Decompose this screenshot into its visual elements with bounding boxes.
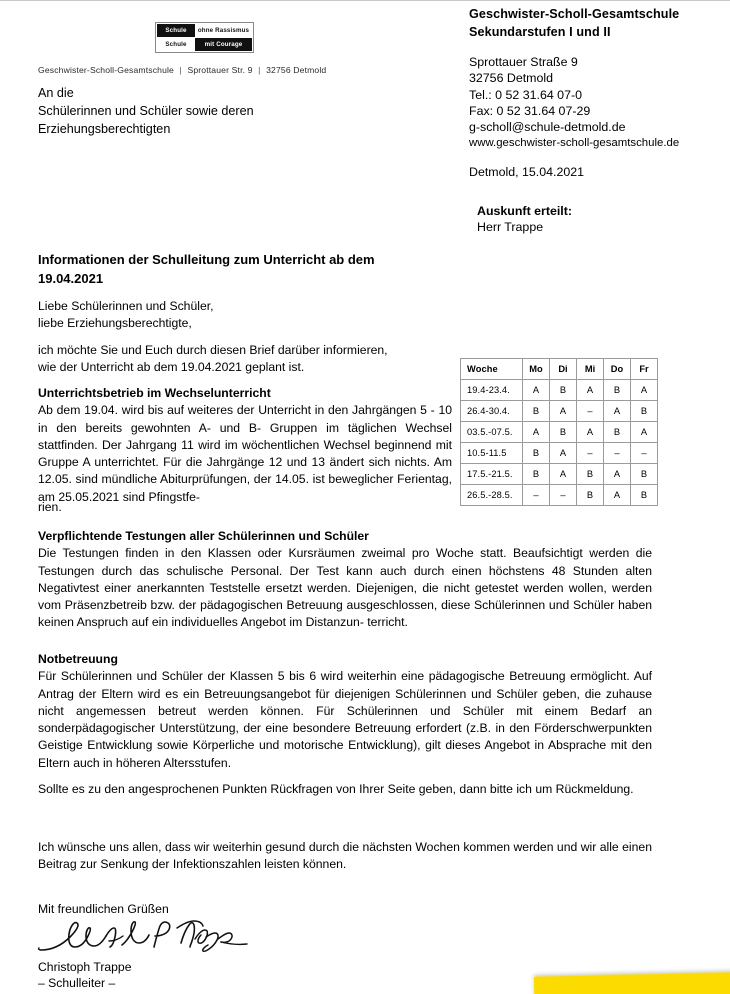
table-row	[461, 401, 658, 422]
col-header-do: Do	[604, 359, 631, 380]
cell-do: A	[604, 401, 631, 422]
schedule-table	[460, 358, 658, 506]
section-heading-wechselunterricht: Unterrichtsbetrieb im Wechselunterricht	[38, 386, 271, 400]
section-body-testungen-tail: terricht.	[367, 615, 408, 630]
logo-row2-right: mit Courage	[195, 38, 252, 51]
sender-city: 32756 Detmold	[266, 65, 327, 75]
page-title	[38, 250, 479, 288]
school-phone: Tel.: 0 52 31.64 07-0	[469, 87, 582, 102]
cell-di: A	[550, 443, 577, 464]
logo-row-1	[157, 24, 252, 37]
sender-separator-1: |	[179, 65, 182, 75]
cell-mi: –	[577, 443, 604, 464]
school-fax: Fax: 0 52 31.64 07-29	[469, 103, 591, 118]
cell-fr: –	[631, 443, 658, 464]
school-website: www.geschwister-scholl-gesamtschule.de	[469, 137, 680, 150]
cell-mi: B	[577, 485, 604, 506]
cell-mo: –	[523, 485, 550, 506]
cell-do: –	[604, 443, 631, 464]
sender-return-address	[38, 65, 326, 75]
cell-di: B	[550, 422, 577, 443]
contact-person-name: Herr Trappe	[477, 220, 544, 235]
letterhead	[469, 5, 719, 236]
cell-week: 26.5.-28.5.	[461, 485, 523, 506]
table-row	[461, 422, 658, 443]
section-notbetreuung	[38, 651, 652, 772]
cell-week: 10.5-11.5	[461, 443, 523, 464]
salutation	[38, 298, 458, 331]
signer-role: – Schulleiter –	[38, 976, 116, 991]
section-body-notbetreuung-tail: dieses Angebot in Absprache mit den Eltern auch in höheren Altersstufen.	[38, 738, 652, 770]
school-email: g-scholl@schule-detmold.de	[469, 120, 626, 135]
logo-row1-left: Schule	[157, 24, 195, 37]
recipient-address	[38, 85, 254, 138]
subject-line-1: Informationen der Schulleitung zum Unterricht ab dem	[38, 252, 375, 267]
cell-mi: –	[577, 401, 604, 422]
col-header-mi: Mi	[577, 359, 604, 380]
signer-block	[38, 959, 132, 992]
section-body-wechselunterricht: Ab dem 19.04. wird bis auf weiteres der Unterricht in den Jahrgängen 5 - 10 in den bereits gewohnten A- und B- Gruppen im täglichen Wechsel stattfinden. Der Jahrgang 11 wird im wöchentlichen Wechsel beginnend mit Gruppe A unterrichtet. Für die Jahrgänge 12 und 13 ändert sich nichts. Am 12.05. sind mündliche Abiturprüfungen, der 14.05. ist beweglicher Ferientag, am 25.05.2021 sind Pfingstfe-	[38, 403, 452, 504]
section-wechselunterricht-tail: rien.	[38, 500, 62, 514]
table-row	[461, 443, 658, 464]
recipient-line-2: Schülerinnen und Schüler sowie deren	[38, 103, 254, 118]
table-header-row	[461, 359, 658, 380]
place-and-date: Detmold, 15.04.2021	[469, 164, 585, 179]
col-header-woche: Woche	[461, 359, 523, 380]
paragraph-rueckfragen-tail: Rückmeldung.	[555, 782, 634, 796]
cell-fr: A	[631, 380, 658, 401]
cell-fr: B	[631, 485, 658, 506]
sender-separator-2: |	[258, 65, 261, 75]
cell-mo: A	[523, 422, 550, 443]
cell-fr: B	[631, 401, 658, 422]
cell-mo: B	[523, 401, 550, 422]
paragraph-rueckfragen	[38, 781, 652, 798]
section-heading-notbetreuung: Notbetreuung	[38, 652, 118, 666]
salutation-line-1: Liebe Schülerinnen und Schüler,	[38, 299, 214, 313]
school-levels: Sekundarstufen I und II	[469, 25, 611, 39]
paragraph-rueckfragen-text: Sollte es zu den angesprochenen Punkten Rückfragen von Ihrer Seite geben, dann bitte ich um	[38, 782, 553, 796]
section-wechselunterricht	[38, 385, 452, 506]
cell-week: 19.4-23.4.	[461, 380, 523, 401]
section-heading-testungen: Verpflichtende Testungen aller Schülerinnen und Schüler	[38, 529, 369, 543]
cell-di: –	[550, 485, 577, 506]
cell-mi: A	[577, 422, 604, 443]
cell-do: A	[604, 485, 631, 506]
closing-greeting: Mit freundlichen Grüßen	[38, 902, 169, 916]
recipient-line-1: An die	[38, 86, 74, 100]
logo-row1-right: ohne Rassismus	[195, 24, 252, 37]
cell-fr: A	[631, 422, 658, 443]
sender-street: Sprottauer Str. 9	[187, 65, 253, 75]
school-street: Sprottauer Straße 9	[469, 55, 578, 69]
logo-row-2	[157, 38, 252, 51]
recipient-line-3: Erziehungsberechtigten	[38, 121, 171, 136]
yellow-banner	[534, 972, 730, 994]
paragraph-wunsch	[38, 839, 652, 874]
paragraph-wunsch-tail: wir alle einen Beitrag zur Senkung der Infektionszahlen leisten können.	[38, 840, 652, 872]
table-row	[461, 380, 658, 401]
cell-fr: B	[631, 464, 658, 485]
cell-week: 17.5.-21.5.	[461, 464, 523, 485]
col-header-mo: Mo	[523, 359, 550, 380]
salutation-line-2: liebe Erziehungsberechtigte,	[38, 315, 192, 330]
cell-mi: A	[577, 380, 604, 401]
cell-do: B	[604, 422, 631, 443]
signature-image	[36, 917, 251, 959]
intro-line-1: ich möchte Sie und Euch durch diesen Brief darüber informieren,	[38, 343, 388, 357]
section-testungen	[38, 528, 652, 632]
logo-row2-left: Schule	[157, 38, 195, 51]
cell-mi: B	[577, 464, 604, 485]
contact-person-label: Auskunft erteilt:	[477, 203, 572, 218]
cell-mo: B	[523, 464, 550, 485]
signer-name: Christoph Trappe	[38, 960, 132, 974]
cell-do: A	[604, 464, 631, 485]
table-row	[461, 464, 658, 485]
cell-week: 26.4-30.4.	[461, 401, 523, 422]
school-name: Geschwister-Scholl-Gesamtschule	[469, 7, 680, 21]
section-body-testungen: Die Testungen finden in den Klassen oder Kursräumen zweimal pro Woche statt. Beaufsichtigt werden die Testungen durch das schulische Personal. Der Test kann auch durch einen höchstens 48 Stunden alten Negativtest einer anerkannten Teststelle ersetzt werden. Diejenigen, die nicht getestet werden wollen, werden vom Präsenzbetreib bzw. der pädagogischen Betreuung ausgeschlossen, diese Schülerinnen und Schüler haben keinen Anspruch auf ein individuelles Angebot im Distanzun-	[38, 546, 652, 630]
col-header-di: Di	[550, 359, 577, 380]
paragraph-wunsch-text: Ich wünsche uns allen, dass wir weiterhin gesund durch die nächsten Wochen kommen werden und	[38, 840, 578, 854]
cell-di: B	[550, 380, 577, 401]
cell-di: A	[550, 401, 577, 422]
school-city: 32756 Detmold	[469, 71, 554, 86]
intro-paragraph	[38, 342, 452, 376]
schule-ohne-rassismus-logo	[155, 22, 254, 53]
cell-mo: A	[523, 380, 550, 401]
section-body-notbetreuung: Für Schülerinnen und Schüler der Klassen 5 bis 6 wird weiterhin eine pädagogische Betreuung ermöglicht. Auf Antrag der Eltern wird es ein Betreuungsangebot für diejenigen Schülerinnen und Schüler geben, die zuhause nicht angemessen betreut werden können. Für Schülerinnen und Schüler mit einem Bedarf an sonderpädagogischer Unterstützung, der eine besondere Betreuung erfordert (z.B. in den Förderschwerpunkten Geistige Entwicklung sowie Körperliche und motorische Entwicklung), gilt	[38, 669, 652, 753]
sender-school: Geschwister-Scholl-Gesamtschule	[38, 65, 174, 75]
cell-mo: B	[523, 443, 550, 464]
subject-line-2: 19.04.2021	[38, 271, 104, 286]
col-header-fr: Fr	[631, 359, 658, 380]
cell-di: A	[550, 464, 577, 485]
contact-block	[469, 54, 719, 152]
contact-person-block	[477, 203, 719, 236]
cell-week: 03.5.-07.5.	[461, 422, 523, 443]
cell-do: B	[604, 380, 631, 401]
intro-line-2: wie der Unterricht ab dem 19.04.2021 geplant ist.	[38, 360, 305, 375]
